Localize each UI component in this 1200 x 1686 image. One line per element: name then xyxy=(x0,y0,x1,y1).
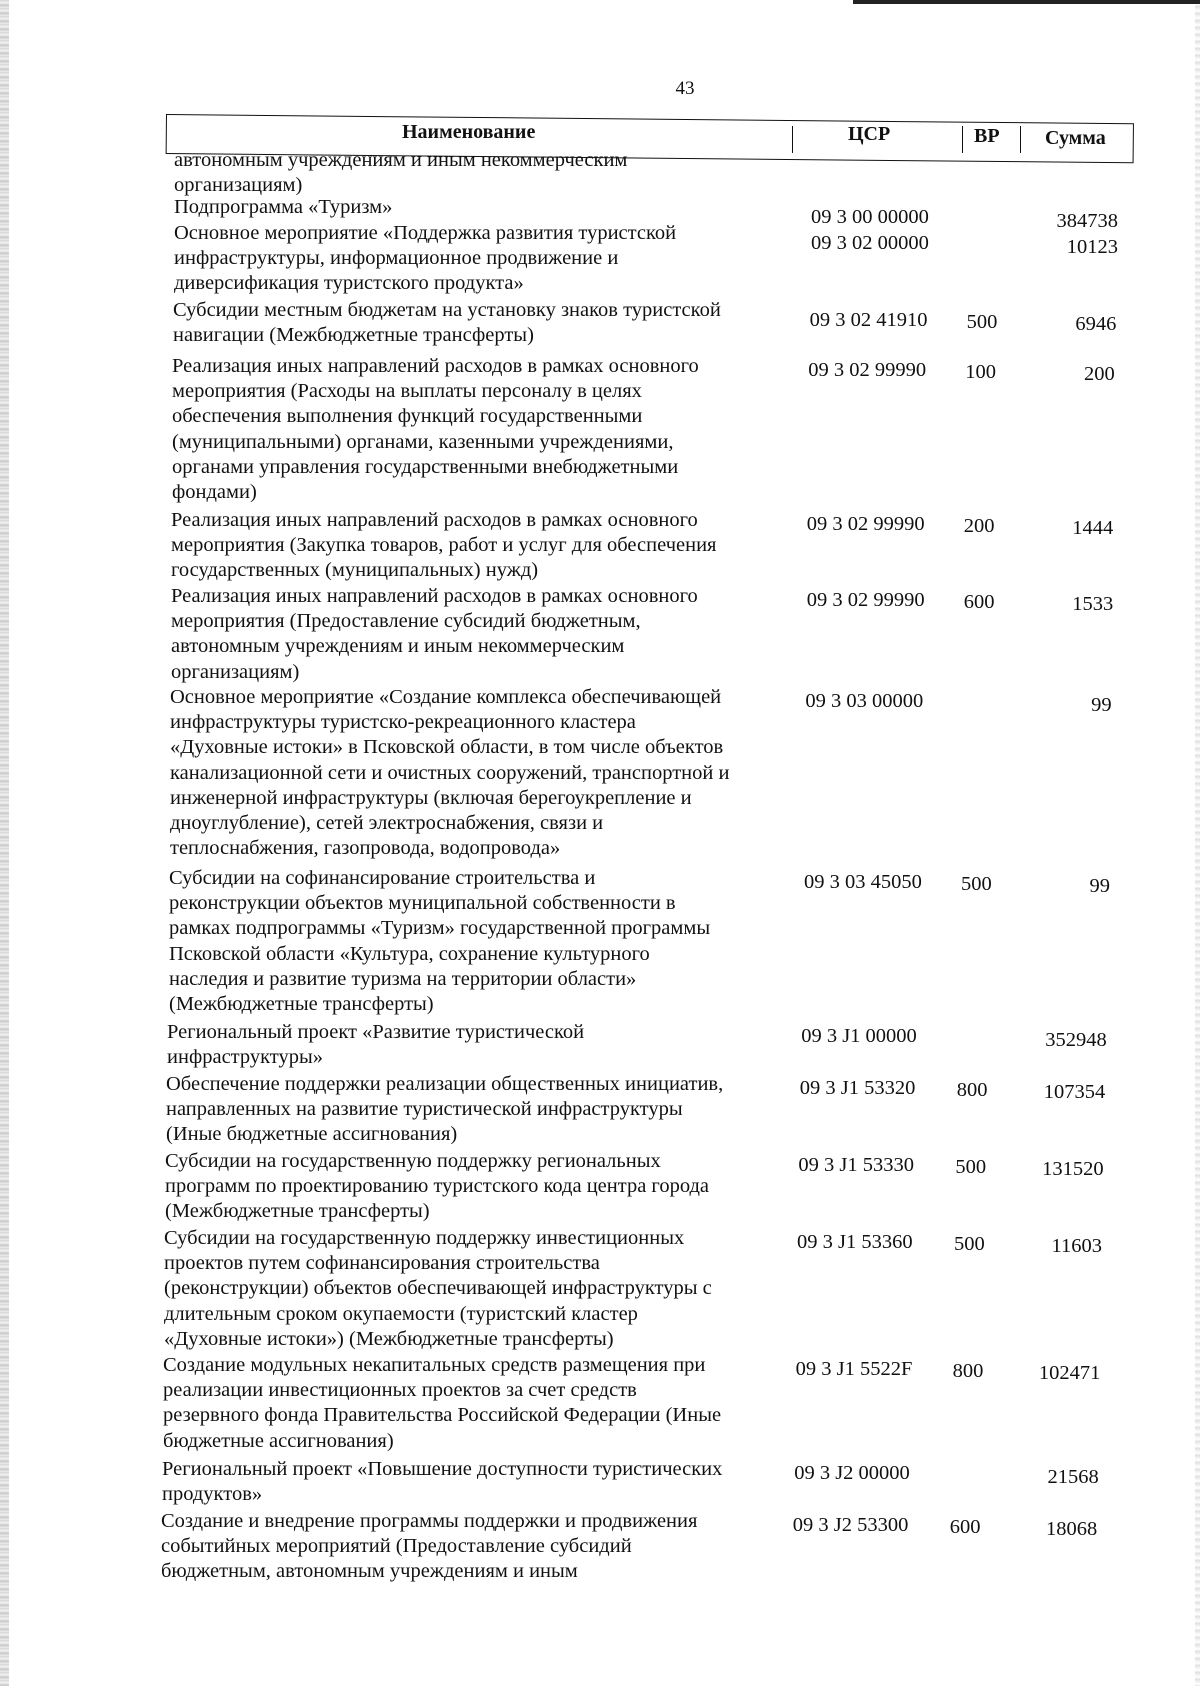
row-csr: 09 3 02 41910 xyxy=(809,309,928,331)
row-sum: 131520 xyxy=(1042,1158,1104,1180)
row-name-line: Реализация иных направлений расходов в рамках основного xyxy=(171,585,698,607)
row-vr: 200 xyxy=(963,515,995,537)
row-name-line: направленных на развитие туристической инфраструктуры xyxy=(166,1098,683,1121)
row-name xyxy=(174,195,774,220)
row-sum: 107354 xyxy=(1043,1081,1106,1103)
row-name xyxy=(166,1072,766,1148)
row-name-line: мероприятия (Закупка товаров, работ и услуг для обеспечения xyxy=(171,534,717,557)
scan-edge-left xyxy=(0,0,9,1686)
scan-edge-right xyxy=(1195,0,1200,1686)
header-vr: ВР xyxy=(974,125,1000,147)
row-sum: 10123 xyxy=(1066,236,1118,258)
row-name xyxy=(170,685,770,861)
row-name-line: Обеспечение поддержки реализации общественных инициатив, xyxy=(166,1073,724,1095)
row-sum: 99 xyxy=(1091,694,1112,716)
row-sum: 11603 xyxy=(1051,1235,1102,1257)
row-name-line: организациям) xyxy=(174,174,303,197)
row-name-line: Создание модульных некапитальных средств размещения при xyxy=(163,1354,706,1376)
row-name xyxy=(163,1353,763,1454)
row-name-line: бюджетным, автономным учреждениям и иным xyxy=(161,1560,578,1583)
header-name: Наименование xyxy=(402,121,536,143)
row-csr: 09 3 03 00000 xyxy=(805,690,924,712)
row-csr: 09 3 00 00000 xyxy=(811,206,929,228)
row-name-line: мероприятия (Предоставление субсидий бюджетным, xyxy=(171,610,641,633)
row-name-line: канализационной сети и очистных сооружений, транспортной и xyxy=(170,761,730,784)
row-name-line: теплоснабжения, газопровода, водопровода» xyxy=(170,837,561,860)
row-csr: 09 3 J2 53300 xyxy=(792,1514,909,1536)
row-vr: 800 xyxy=(952,1360,984,1382)
row-name-line: «Духовные истоки») (Межбюджетные трансферты) xyxy=(164,1327,614,1350)
row-name xyxy=(161,1509,761,1585)
row-name-line: (Иные бюджетные ассигнования) xyxy=(166,1123,458,1146)
row-name-line: инфраструктуры туристско-рекреационного кластера xyxy=(170,711,636,734)
row-name xyxy=(162,1457,762,1507)
row-name-line: автономным учреждениям и иным некоммерческим xyxy=(174,149,628,171)
row-csr: 09 3 J2 00000 xyxy=(794,1462,910,1484)
row-name-line: наследия и развитие туризма на территории области» xyxy=(169,967,637,990)
row-name-line: резервного фонда Правительства Российской Федерации (Иные xyxy=(163,1404,722,1427)
row-csr: 09 3 J1 5522F xyxy=(795,1358,913,1380)
row-name-line: фондами) xyxy=(172,481,257,504)
row-name xyxy=(164,1226,764,1352)
row-name-line: проектов путем софинансирования строительства xyxy=(164,1252,600,1275)
row-name-line: Субсидии на государственную поддержку инвестиционных xyxy=(164,1227,685,1249)
row-vr: 500 xyxy=(961,873,992,895)
row-sum: 1533 xyxy=(1072,593,1114,615)
row-name-line: бюджетные ассигнования) xyxy=(163,1429,394,1452)
row-name-line: Создание и внедрение программы поддержки и продвижения xyxy=(161,1510,698,1532)
row-name-line: реконструкции объектов муниципальной собственности в xyxy=(169,892,676,915)
row-name-line: Реализация иных направлений расходов в рамках основного xyxy=(172,355,699,377)
row-name-line: Субсидии на государственную поддержку региональных xyxy=(165,1150,661,1172)
row-csr: 09 3 03 45050 xyxy=(804,871,922,893)
row-sum: 200 xyxy=(1084,363,1115,385)
row-name-line: Субсидии на софинансирование строительства и xyxy=(169,867,596,889)
row-sum: 384738 xyxy=(1056,210,1118,232)
row-name-line: Псковской области «Культура, сохранение культурного xyxy=(169,942,650,965)
row-name-line: (Межбюджетные трансферты) xyxy=(169,993,434,1016)
row-sum: 1444 xyxy=(1072,517,1114,539)
header-csr: ЦСР xyxy=(848,123,891,145)
row-vr: 100 xyxy=(965,361,996,383)
row-vr: 600 xyxy=(949,1516,981,1538)
row-csr: 09 3 02 99990 xyxy=(806,589,925,611)
header-sum: Сумма xyxy=(1045,127,1106,149)
row-name-line: органами управления государственными внебюджетными xyxy=(172,455,679,478)
row-name-line: Субсидии местным бюджетам на установку знаков туристской xyxy=(173,299,721,321)
row-name-line: «Духовные истоки» в Псковской области, в том числе объектов xyxy=(170,736,724,759)
row-vr: 600 xyxy=(963,591,995,613)
row-name-line: событийных мероприятий (Предоставление субсидий xyxy=(161,1535,632,1558)
row-name xyxy=(171,508,771,584)
row-sum: 6946 xyxy=(1075,313,1117,335)
row-name-line: рамках подпрограммы «Туризм» государственной программы xyxy=(169,917,711,940)
row-name-line: организациям) xyxy=(171,660,300,683)
row-vr: 500 xyxy=(954,1233,985,1255)
row-csr: 09 3 02 00000 xyxy=(811,232,929,254)
row-vr: 800 xyxy=(956,1079,988,1101)
row-name-line: программ по проектированию туристского кода центра города xyxy=(165,1175,710,1198)
page-number: 43 xyxy=(675,78,695,99)
row-name xyxy=(174,221,774,297)
row-csr: 09 3 J1 53320 xyxy=(799,1077,916,1099)
row-name xyxy=(171,584,771,685)
row-name-line: мероприятия (Расходы на выплаты персоналу в целях xyxy=(172,380,642,403)
header-divider xyxy=(962,126,963,153)
row-name xyxy=(173,298,773,348)
row-csr: 09 3 J1 53330 xyxy=(798,1154,914,1176)
row-name-line: Подпрограмма «Туризм» xyxy=(174,196,393,218)
row-name-line: государственных (муниципальных) нужд) xyxy=(171,559,539,582)
header-divider xyxy=(792,126,793,153)
row-name-line: инфраструктуры, информационное продвижение и xyxy=(174,247,619,270)
row-name-line: Реализация иных направлений расходов в рамках основного xyxy=(171,509,698,531)
row-name-line: автономным учреждениям и иным некоммерческим xyxy=(171,635,625,658)
row-name-line: инфраструктуры» xyxy=(167,1046,324,1069)
row-csr: 09 3 J1 00000 xyxy=(801,1025,917,1047)
row-name-line: Региональный проект «Развитие туристической xyxy=(167,1021,585,1043)
row-name-line: (муниципальными) органами, казенными учреждениями, xyxy=(172,430,674,453)
row-name-line: реализации инвестиционных проектов за счет средств xyxy=(163,1379,637,1402)
scan-top-bar xyxy=(853,0,1200,4)
row-name-line: длительным сроком окупаемости (туристский кластер xyxy=(164,1302,638,1325)
row-name-line: дноуглубление), сетей электроснабжения, связи и xyxy=(170,812,604,835)
row-csr: 09 3 02 99990 xyxy=(808,359,927,381)
row-name-line: обеспечения выполнения функций государственными xyxy=(172,405,643,428)
row-sum: 21568 xyxy=(1047,1466,1099,1488)
row-name xyxy=(167,1020,767,1070)
row-csr: 09 3 02 99990 xyxy=(806,513,925,535)
row-name-line: диверсификация туристского продукта» xyxy=(174,272,524,295)
row-name xyxy=(169,866,769,1017)
row-name-line: навигации (Межбюджетные трансферты) xyxy=(173,324,534,347)
header-divider xyxy=(1020,126,1021,153)
row-sum: 99 xyxy=(1089,875,1110,897)
row-name xyxy=(165,1149,765,1225)
row-csr: 09 3 J1 53360 xyxy=(797,1231,913,1253)
row-name-line: инженерной инфраструктуры (включая берегоукрепление и xyxy=(170,786,692,809)
row-sum: 102471 xyxy=(1038,1362,1101,1384)
row-name xyxy=(174,148,774,198)
row-sum: 18068 xyxy=(1045,1518,1098,1540)
row-name xyxy=(172,354,772,505)
row-vr: 500 xyxy=(966,311,998,333)
row-name-line: Основное мероприятие «Поддержка развития туристской xyxy=(174,222,677,244)
row-name-line: (реконструкции) объектов обеспечивающей инфраструктуры с xyxy=(164,1277,712,1300)
row-sum: 352948 xyxy=(1045,1029,1107,1051)
row-vr: 500 xyxy=(955,1156,987,1178)
row-name-line: Региональный проект «Повышение доступности туристических xyxy=(162,1458,723,1480)
row-name-line: Основное мероприятие «Создание комплекса обеспечивающей xyxy=(170,686,722,708)
row-name-line: (Межбюджетные трансферты) xyxy=(165,1200,430,1223)
row-name-line: продуктов» xyxy=(162,1483,263,1506)
